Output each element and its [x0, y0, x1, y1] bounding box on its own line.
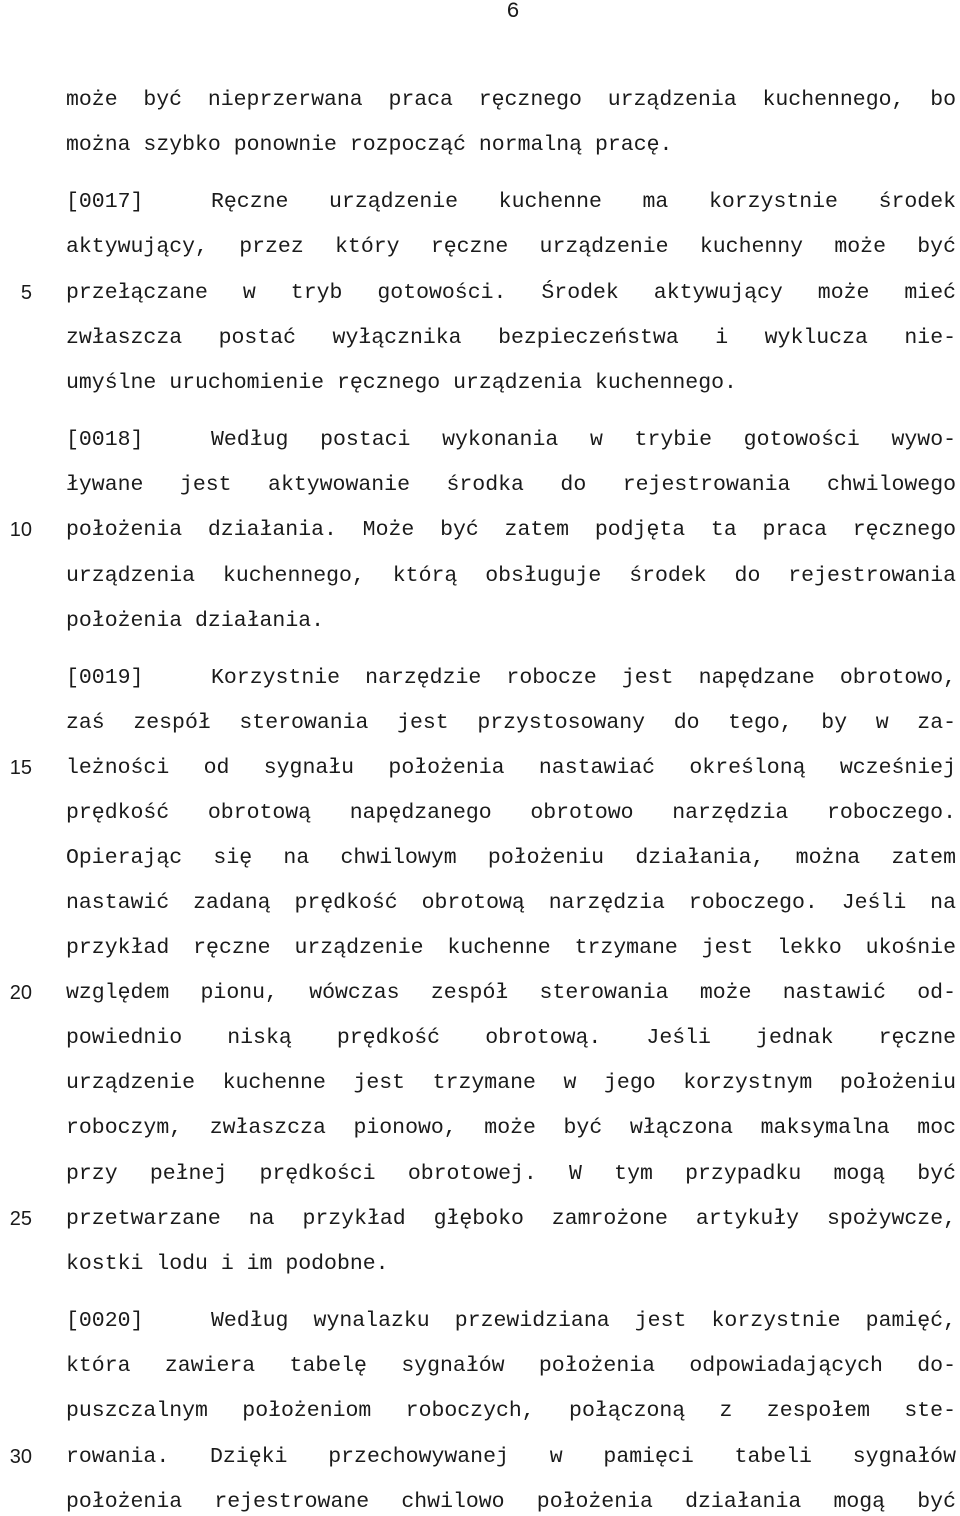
paragraph-first-line: [66, 188, 956, 216]
page-number: 6: [506, 0, 520, 24]
text-line: ływane jest aktywowanie środka do rejestrowania chwilowego: [66, 473, 956, 497]
paragraph-first-line: [66, 664, 956, 692]
paragraph-first-line: [66, 1307, 956, 1335]
paragraph-number: [0019]: [66, 666, 144, 690]
text-line: kostki lodu i im podobne.: [66, 1252, 389, 1276]
paragraph-text: Według wynalazku przewidziana jest korzystnie pamięć,: [211, 1309, 956, 1333]
paragraph-text: Ręczne urządzenie kuchenne ma korzystnie środek: [211, 190, 956, 214]
line-number: 25: [9, 1208, 32, 1230]
paragraph-number: [0017]: [66, 190, 144, 214]
text-line: która zawiera tabelę sygnałów położenia odpowiadających do-: [66, 1354, 956, 1378]
text-line: puszczalnym położeniom roboczych, połączoną z zespołem ste-: [66, 1399, 956, 1423]
text-line: przykład ręczne urządzenie kuchenne trzymane jest lekko ukośnie: [66, 936, 956, 960]
line-number: 15: [9, 757, 32, 779]
text-line: położenia działania.: [66, 609, 325, 633]
text-line: przełączane w tryb gotowości. Środek aktywujący może mieć: [66, 281, 956, 305]
paragraph-text: Korzystnie narzędzie robocze jest napędzane obrotowo,: [211, 666, 956, 690]
line-number: 5: [20, 282, 32, 304]
text-line: może być nieprzerwana praca ręcznego urządzenia kuchennego, bo: [66, 88, 956, 112]
text-line: przetwarzane na przykład głęboko zamrożone artykuły spożywcze,: [66, 1207, 956, 1231]
text-line: umyślne uruchomienie ręcznego urządzenia kuchennego.: [66, 371, 737, 395]
text-line: zaś zespół sterowania jest przystosowany do tego, by w za-: [66, 711, 956, 735]
text-line: powiednio niską prędkość obrotową. Jeśli jednak ręczne: [66, 1026, 956, 1050]
text-line: położenia rejestrowane chwilowo położenia działania mogą być: [66, 1490, 956, 1514]
text-line: leżności od sygnału położenia nastawiać określoną wcześniej: [66, 756, 956, 780]
text-line: nastawić zadaną prędkość obrotową narzędzia roboczego. Jeśli na: [66, 891, 956, 915]
line-number: 10: [9, 519, 32, 541]
text-line: zwłaszcza postać wyłącznika bezpieczeństwa i wyklucza nie-: [66, 326, 956, 350]
text-line: Opierając się na chwilowym położeniu działania, można zatem: [66, 846, 956, 870]
text-line: względem pionu, wówczas zespół sterowania może nastawić od-: [66, 981, 956, 1005]
text-line: można szybko ponownie rozpocząć normalną pracę.: [66, 133, 673, 157]
text-line: urządzenia kuchennego, którą obsługuje środek do rejestrowania: [66, 564, 956, 588]
text-line: aktywujący, przez który ręczne urządzenie kuchenny może być: [66, 235, 956, 259]
paragraph-number: [0018]: [66, 428, 144, 452]
line-number: 30: [9, 1446, 32, 1468]
line-number: 20: [9, 982, 32, 1004]
text-line: rowania. Dzięki przechowywanej w pamięci tabeli sygnałów: [66, 1445, 956, 1469]
text-line: położenia działania. Może być zatem podjęta ta praca ręcznego: [66, 518, 956, 542]
text-line: roboczym, zwłaszcza pionowo, może być włączona maksymalna moc: [66, 1116, 956, 1140]
text-line: przy pełnej prędkości obrotowej. W tym przypadku mogą być: [66, 1162, 956, 1186]
paragraph-first-line: [66, 426, 956, 454]
paragraph-text: Według postaci wykonania w trybie gotowości wywo-: [211, 428, 956, 452]
paragraph-number: [0020]: [66, 1309, 144, 1333]
text-line: urządzenie kuchenne jest trzymane w jego korzystnym położeniu: [66, 1071, 956, 1095]
text-line: prędkość obrotową napędzanego obrotowo narzędzia roboczego.: [66, 801, 956, 825]
